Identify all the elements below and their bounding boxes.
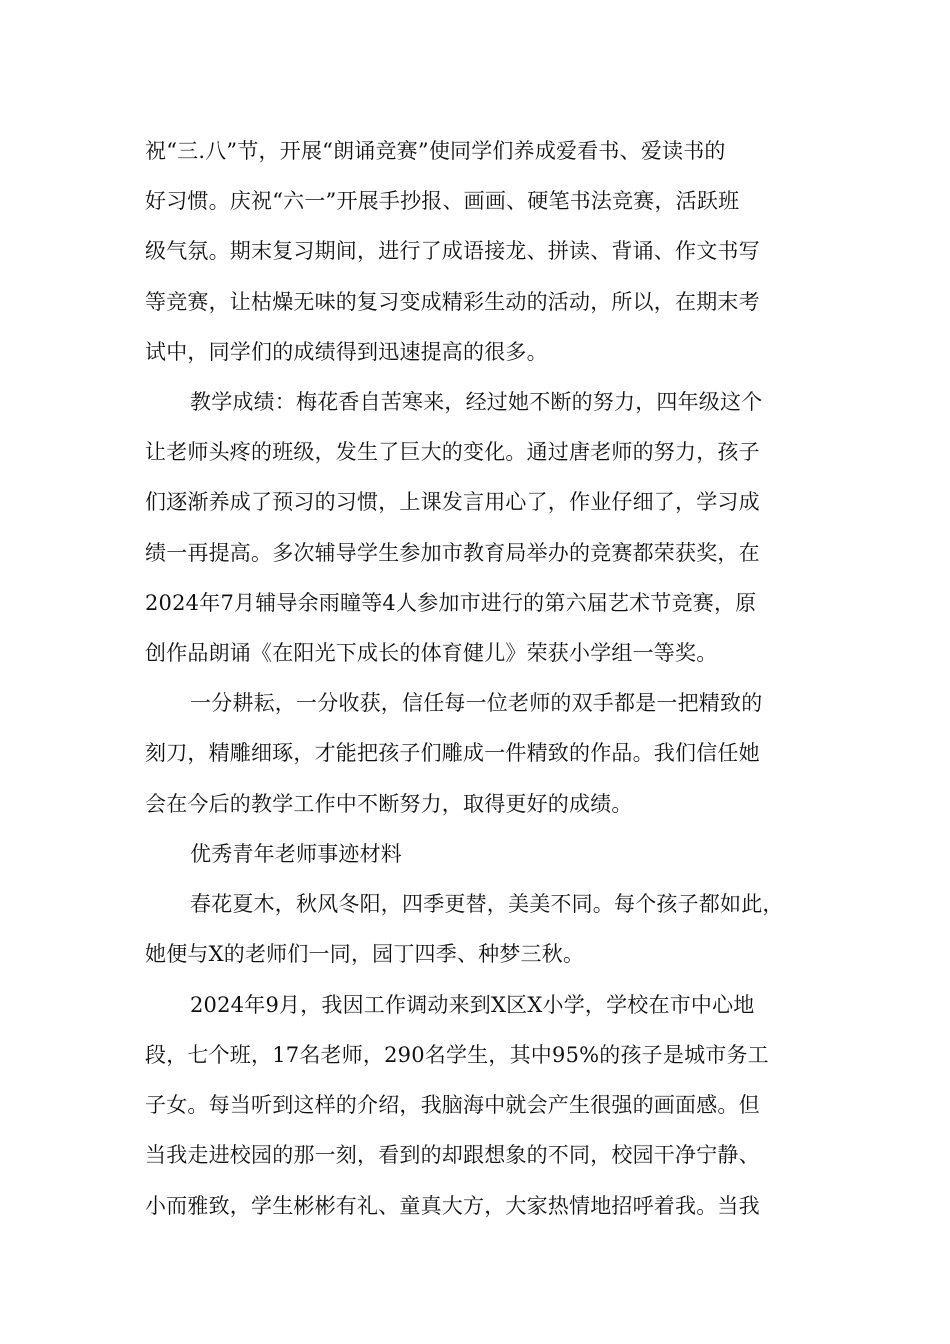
text-line: 子女。每当听到这样的介绍，我脑海中就会产生很强的画面感。但 [145, 1093, 760, 1117]
text-line: 让老师头疼的班级，发生了巨大的变化。通过唐老师的努力，孩子 [145, 440, 760, 464]
paragraph-first-line: 春花夏木，秋风冬阳，四季更替，美美不同。每个孩子都如此， [190, 892, 784, 916]
text-line: 段，七个班，17名老师，290名学生，其中95%的孩子是城市务工 [145, 1043, 769, 1067]
text-line: 创作品朗诵《在阳光下成长的体育健儿》荣获小学组一等奖。 [145, 641, 718, 665]
text-line: 好习惯。庆祝“六一”开展手抄报、画画、硬笔书法竞赛，活跃班 [145, 189, 740, 213]
paragraph-first-line: 教学成绩：梅花香自苦寒来，经过她不断的努力，四年级这个 [190, 390, 763, 414]
text-line: 会在今后的教学工作中不断努力，取得更好的成绩。 [145, 792, 633, 816]
text-line: 她便与X的老师们一同，园丁四季、种梦三秋。 [145, 942, 585, 966]
text-line: 2024年7月辅导余雨瞳等4人参加市进行的第六届艺术节竞赛，原 [145, 591, 757, 615]
text-line: 级气氛。期末复习期间，进行了成语接龙、拼读、背诵、作文书写 [145, 239, 760, 263]
text-line: 等竞赛，让枯燥无味的复习变成精彩生动的活动，所以，在期末考 [145, 290, 760, 314]
text-line: 们逐渐养成了预习的习惯，上课发言用心了，作业仔细了，学习成 [145, 490, 760, 514]
section-heading: 优秀青年老师事迹材料 [190, 842, 402, 866]
text-line: 小而雅致，学生彬彬有礼、童真大方，大家热情地招呼着我。当我 [145, 1194, 760, 1218]
text-line: 绩一再提高。多次辅导学生参加市教育局举办的竞赛都荣获奖，在 [145, 541, 760, 565]
paragraph-first-line: 2024年9月，我因工作调动来到X区X小学，学校在市中心地 [190, 993, 755, 1017]
text-line: 试中，同学们的成绩得到迅速提高的很多。 [145, 340, 548, 364]
paragraph-first-line: 一分耕耘，一分收获，信任每一位老师的双手都是一把精致的 [190, 691, 763, 715]
text-line: 刻刀，精雕细琢，才能把孩子们雕成一件精致的作品。我们信任她 [145, 741, 760, 765]
text-line: 祝“三.八”节，开展“朗诵竞赛”使同学们养成爱看书、爱读书的 [145, 139, 726, 163]
text-line: 当我走进校园的那一刻，看到的却跟想象的不同，校园干净宁静、 [145, 1143, 760, 1167]
